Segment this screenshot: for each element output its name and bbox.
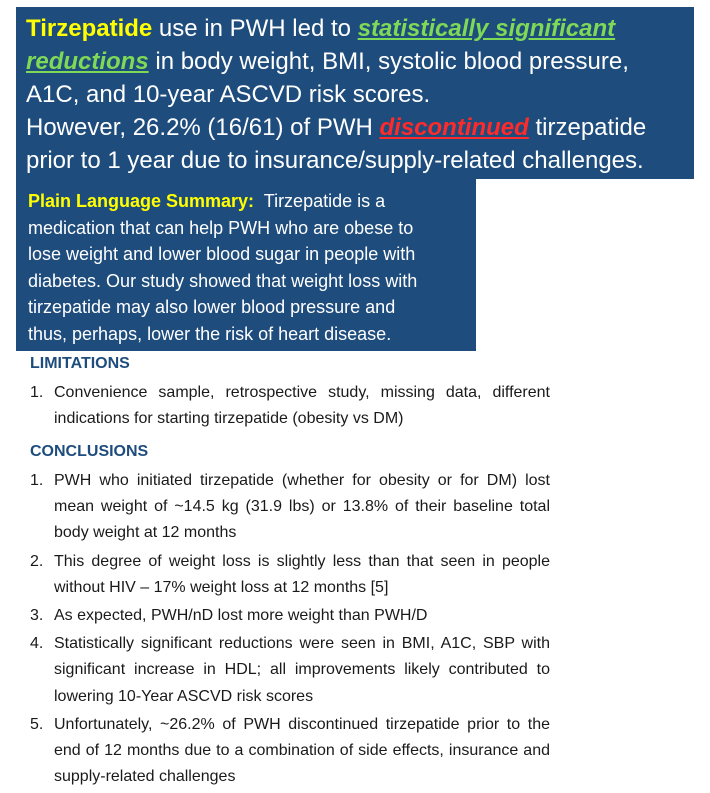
banner-line-2	[26, 45, 694, 78]
summary-line-5: tirzepatide may also lower blood pressure and	[28, 297, 396, 317]
item-number: 3.	[30, 607, 44, 625]
limitations-heading: LIMITATIONS	[30, 355, 130, 372]
item-number: 1.	[30, 472, 44, 489]
discontinued-highlight: discontinued	[379, 114, 529, 141]
list-item	[30, 603, 550, 629]
banner-text: use in PWH led to	[152, 15, 358, 42]
list-item	[30, 549, 550, 601]
drug-name-highlight: Tirzepatide	[26, 15, 153, 42]
item-text: As expected, PWH/nD lost more weight than PWH/D	[54, 607, 428, 625]
significance-highlight: statistically significant	[357, 15, 616, 42]
item-text: This degree of weight loss is slightly less than that seen in people without HIV – 17% weight loss at 12 months [5]	[54, 552, 550, 596]
banner-text: tirzepatide	[528, 114, 647, 141]
summary-line-6: thus, perhaps, lower the risk of heart disease.	[28, 323, 392, 344]
banner-line-4	[26, 111, 694, 144]
item-text: Statistically significant reductions were seen in BMI, A1C, SBP with significant increase in HDL; all improvements likely contributed to lowering 10-Year ASCVD risk scores	[54, 635, 550, 705]
banner-text: However, 26.2% (16/61) of PWH	[26, 114, 380, 141]
conclusions-list	[30, 468, 550, 792]
item-number: 5.	[30, 715, 44, 733]
summary-line-3: lose weight and lower blood sugar in people with	[28, 244, 416, 264]
list-item	[30, 631, 550, 710]
key-findings-banner	[16, 7, 694, 179]
summary-text: Tirzepatide is a	[254, 191, 386, 211]
plain-language-summary	[16, 179, 476, 351]
item-number: 4.	[30, 635, 44, 653]
summary-line-4: diabetes. Our study showed that weight loss with	[28, 270, 418, 291]
item-text: Unfortunately, ~26.2% of PWH discontinued tirzepatide prior to the end of 12 months due to a combination of side effects, insurance and supply-related challenges	[54, 715, 550, 786]
item-text: PWH who initiated tirzepatide (whether for obesity or for DM) lost mean weight of ~14.5 kg (31.9 lbs) or 13.8% of their baseline total body weight at 12 months	[54, 472, 550, 542]
banner-line-1	[26, 12, 694, 45]
item-text: Convenience sample, retrospective study, missing data, different indications for starting tirzepatide (obesity vs DM)	[54, 384, 550, 428]
banner-text: in body weight, BMI, systolic blood pressure,	[148, 48, 629, 75]
conclusions-heading: CONCLUSIONS	[30, 443, 149, 460]
limitations-list	[30, 380, 550, 434]
summary-label: Plain Language Summary:	[28, 191, 255, 211]
list-item	[30, 380, 550, 432]
banner-line-3: A1C, and 10-year ASCVD risk scores.	[26, 81, 431, 108]
reductions-highlight: reductions	[26, 48, 149, 75]
item-number: 1.	[30, 384, 44, 401]
item-number: 2.	[30, 552, 44, 570]
banner-line-5: prior to 1 year due to insurance/supply-related challenges.	[26, 147, 644, 174]
list-item	[30, 712, 550, 791]
summary-line-2: medication that can help PWH who are obese to	[28, 217, 414, 238]
summary-line-1	[28, 188, 476, 215]
list-item	[30, 468, 550, 547]
